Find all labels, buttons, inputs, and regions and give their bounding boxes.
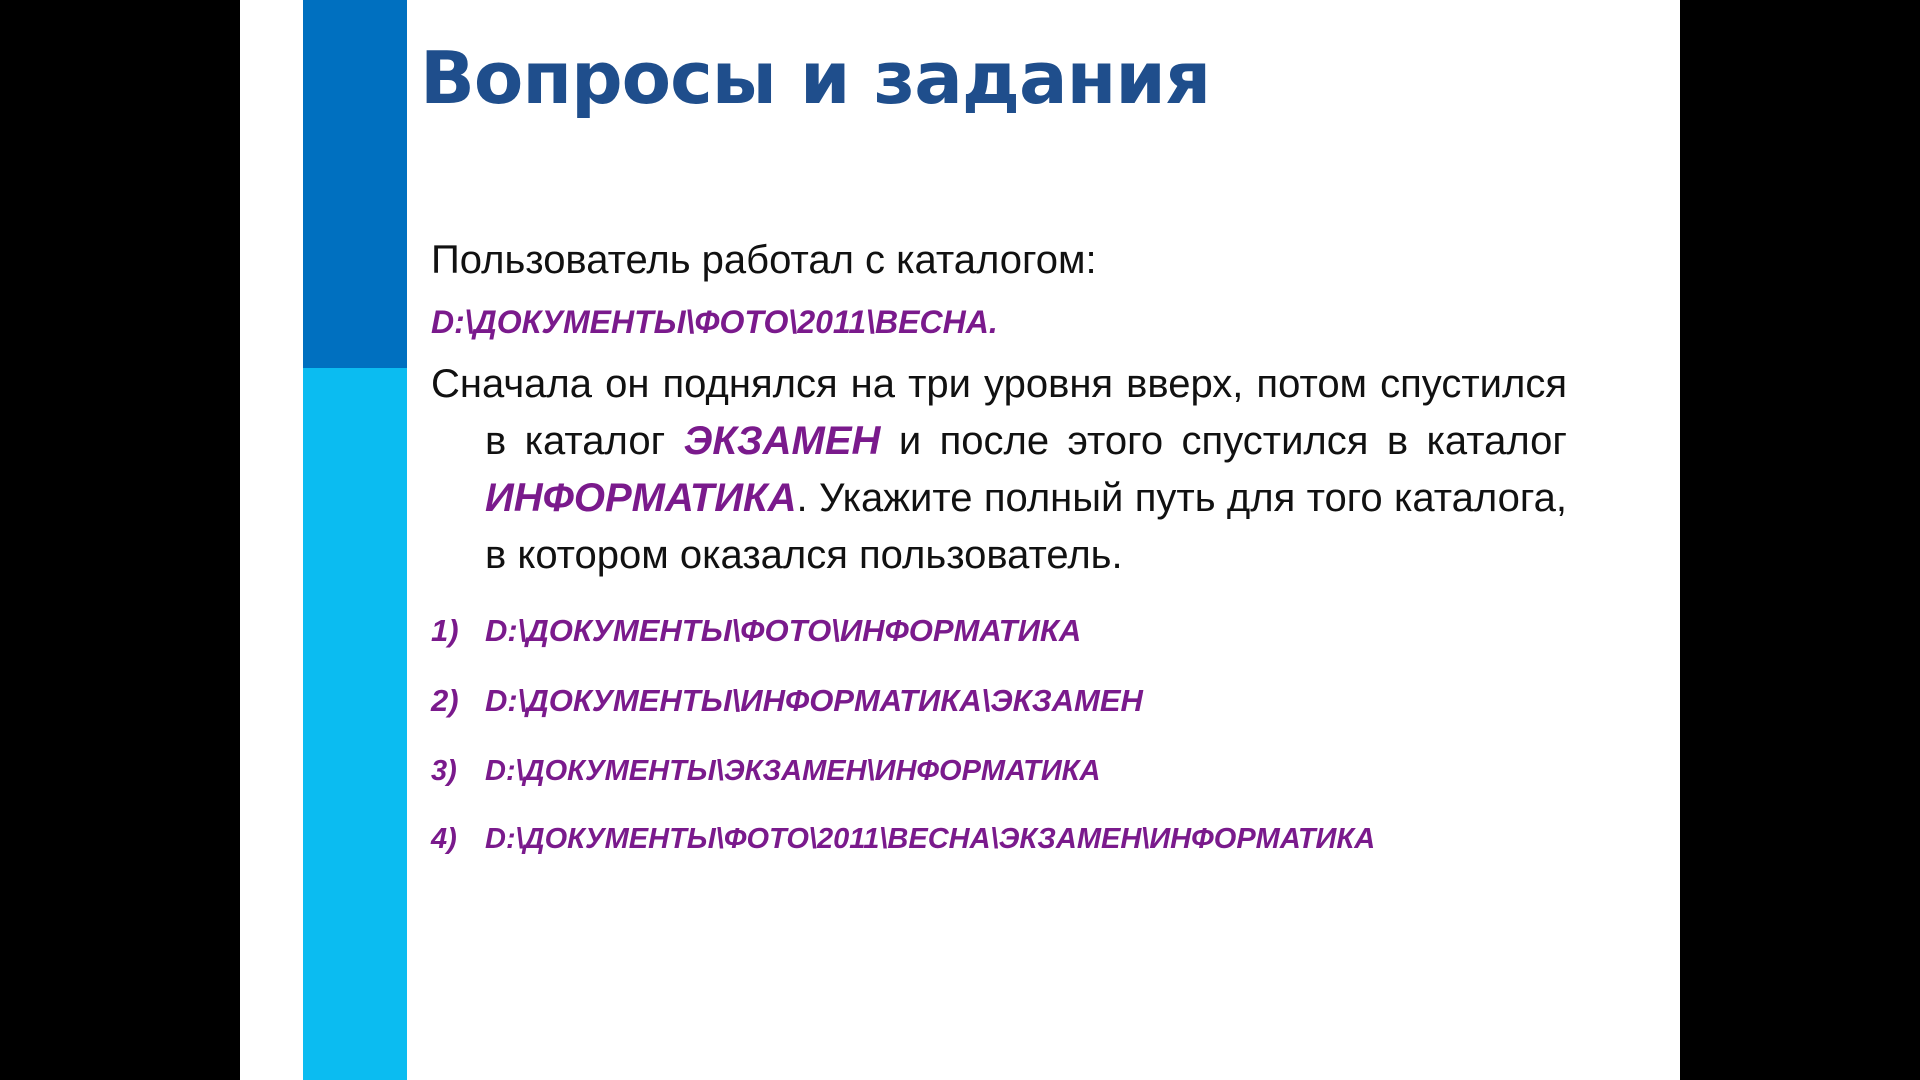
task-dir-informatics: ИНФОРМАТИКА (485, 476, 797, 520)
slide (240, 0, 1680, 1080)
option-number: 2) (431, 683, 459, 718)
option-number: 3) (431, 755, 457, 787)
slide-content (431, 230, 1567, 884)
answer-option-1 (431, 608, 1567, 654)
start-path: D:\ДОКУМЕНТЫ\ФОТО\2011\ВЕСНА. (431, 304, 998, 340)
option-number: 4) (431, 823, 457, 855)
decorative-bar-light (303, 368, 407, 1080)
task-text (431, 356, 1567, 584)
option-text: D:\ДОКУМЕНТЫ\ФОТО\ИНФОРМАТИКА (485, 613, 1082, 648)
option-text: D:\ДОКУМЕНТЫ\ФОТО\2011\ВЕСНА\ЭКЗАМЕН\ИНФОРМАТИКА (485, 823, 1376, 855)
option-text: D:\ДОКУМЕНТЫ\ЭКЗАМЕН\ИНФОРМАТИКА (485, 755, 1101, 787)
answer-options (431, 608, 1567, 862)
option-number: 1) (431, 613, 459, 648)
task-text-part3: . Укажите полный путь для того каталога, в котором оказался пользователь. (485, 476, 1567, 577)
answer-option-4 (431, 816, 1567, 862)
intro-text: Пользователь работал с каталогом: (431, 238, 1097, 282)
decorative-bar-dark (303, 0, 407, 368)
answer-option-3 (431, 748, 1567, 794)
slide-title: Вопросы и задания (420, 36, 1211, 120)
task-text-part1: Сначала он поднялся на три уровня вверх, потом спустился в каталог (431, 362, 1567, 463)
option-text: D:\ДОКУМЕНТЫ\ИНФОРМАТИКА\ЭКЗАМЕН (485, 683, 1143, 718)
task-dir-exam: ЭКЗАМЕН (683, 419, 881, 463)
task-text-part2: и после этого спустился в каталог (880, 419, 1568, 463)
answer-option-2 (431, 678, 1567, 724)
